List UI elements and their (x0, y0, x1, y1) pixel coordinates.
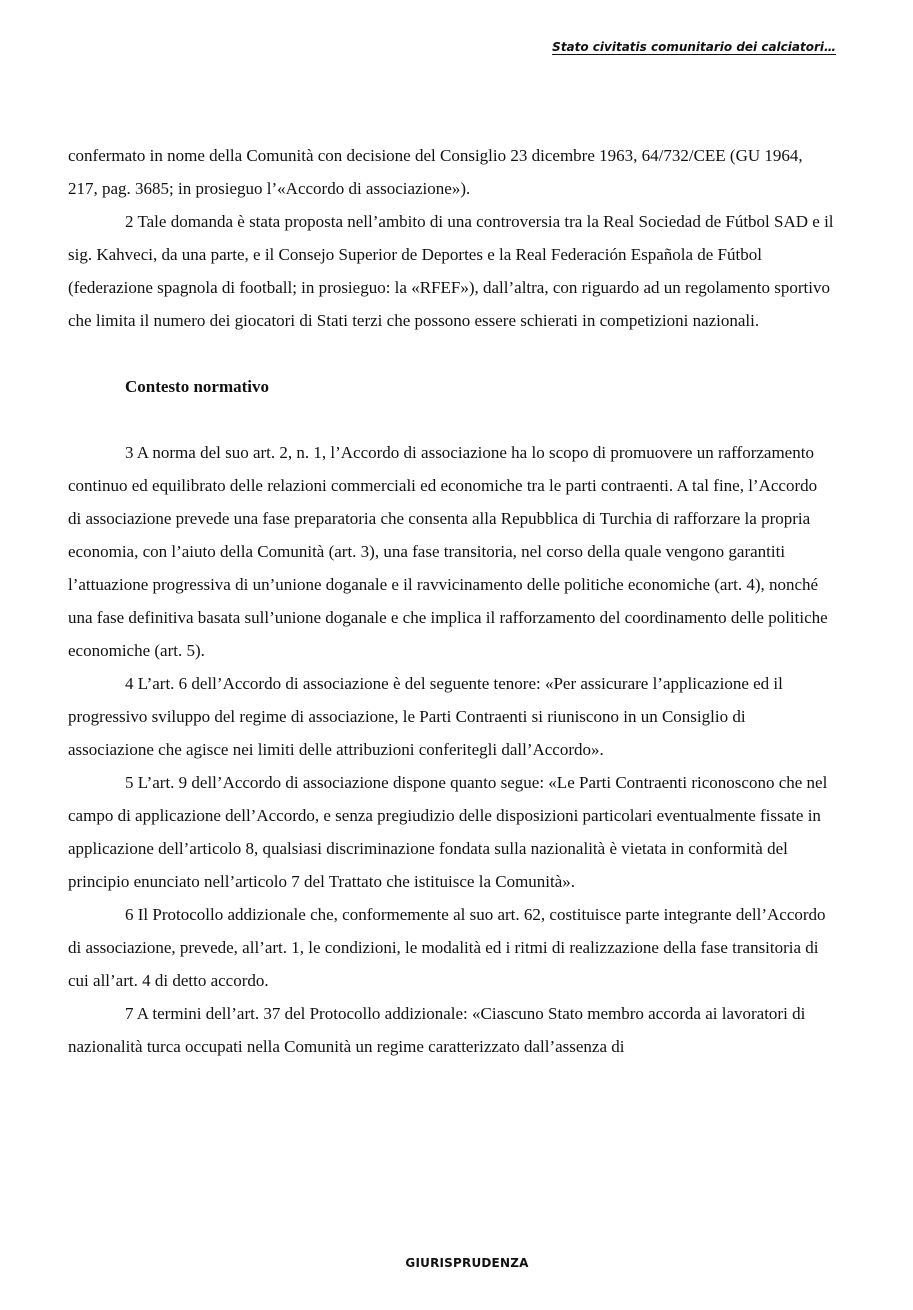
spacer (68, 337, 834, 370)
paragraph-6: 6 Il Protocollo addizionale che, conformemente al suo art. 62, costituisce parte integrante dell’Accordo di associazione, prevede, all’art. 1, le condizioni, le modalità ed i ritmi di realizzazione della fase transitoria di cui all’art. 4 di detto accordo. (68, 905, 826, 990)
running-footer: GIURISPRUDENZA (405, 1256, 529, 1270)
document-body (68, 139, 834, 1063)
paragraph-7: 7 A termini dell’art. 37 del Protocollo addizionale: «Ciascuno Stato membro accorda ai lavoratori di nazionalità turca occupati nella Comunità un regime caratterizzato dall’assenza di (68, 1004, 806, 1056)
running-header: Stato civitatis comunitario dei calciatori… (552, 40, 836, 54)
paragraph-5: 5 L’art. 9 dell’Accordo di associazione dispone quanto segue: «Le Parti Contraenti riconoscono che nel campo di applicazione dell’Accordo, e senza pregiudizio delle disposizioni particolari eventualmente fissate in applicazione dell’articolo 8, qualsiasi discriminazione fondata sulla nazionalità è vietata in conformità del principio enunciato nell’articolo 7 del Trattato che istituisce la Comunità». (68, 773, 828, 891)
paragraph-continuation: confermato in nome della Comunità con decisione del Consiglio 23 dicembre 1963, 64/732/CEE (GU 1964, 217, pag. 3685; in prosieguo l’«Accordo di associazione»). (68, 146, 803, 198)
paragraph-2: 2 Tale domanda è stata proposta nell’ambito di una controversia tra la Real Sociedad de Fútbol SAD e il sig. Kahveci, da una parte, e il Consejo Superior de Deportes e la Real Federación Española de Fútbol (federazione spagnola di football; in prosieguo: la «RFEF»), dall’altra, con riguardo ad un regolamento sportivo che limita il numero dei giocatori di Stati terzi che possono essere schierati in competizioni nazionali. (68, 212, 834, 330)
paragraph-3: 3 A norma del suo art. 2, n. 1, l’Accordo di associazione ha lo scopo di promuovere un rafforzamento continuo ed equilibrato delle relazioni commerciali ed economiche tra le parti contraenti. A tal fine, l’Accordo di associazione prevede una fase preparatoria che consenta alla Repubblica di Turchia di rafforzare la propria economia, con l’aiuto della Comunità (art. 3), una fase transitoria, nel corso della quale vengono garantiti l’attuazione progressiva di un’unione doganale e il ravvicinamento delle politiche economiche (art. 4), nonché una fase definitiva basata sull’unione doganale e che implica il rafforzamento del coordinamento delle politiche economiche (art. 5). (68, 443, 828, 660)
section-heading: Contesto normativo (125, 377, 270, 396)
spacer (68, 403, 834, 436)
paragraph-4: 4 L’art. 6 dell’Accordo di associazione è del seguente tenore: «Per assicurare l’applicazione ed il progressivo sviluppo del regime di associazione, le Parti Contraenti si riuniscono in un Consiglio di associazione che agisce nei limiti delle attribuzioni conferitegli dall’Accordo». (68, 674, 783, 759)
